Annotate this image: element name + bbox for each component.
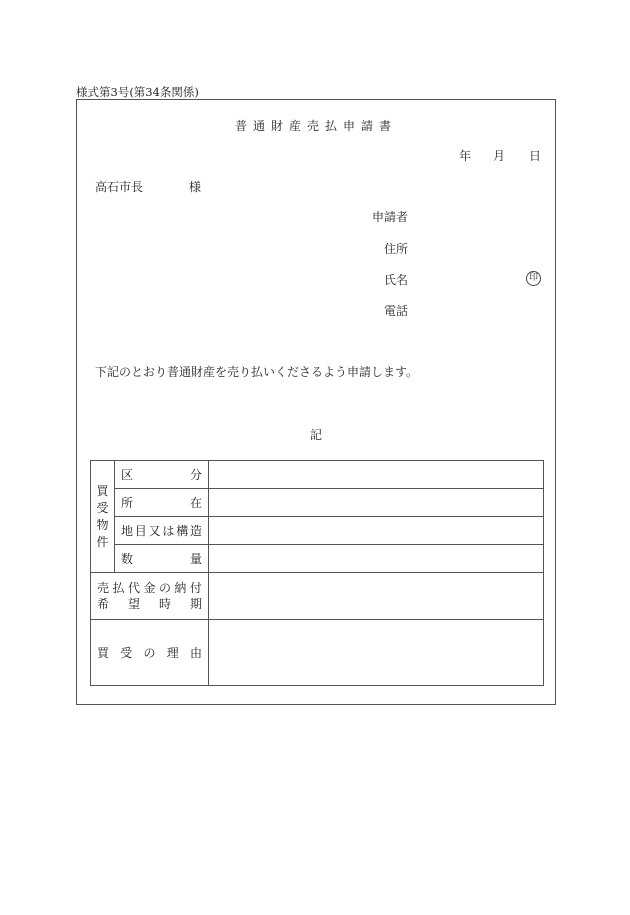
spread-label [121, 466, 202, 483]
label-char: 所 [121, 496, 134, 510]
row-label-purchase-reason [91, 620, 209, 686]
label-char: 理 [166, 646, 179, 660]
table-row [91, 620, 544, 686]
date-day-label: 日 [529, 149, 542, 163]
label-char: 受 [120, 646, 133, 660]
label-char: 売 [97, 581, 110, 595]
application-form [76, 99, 556, 705]
label-char: 希 [97, 597, 110, 611]
table-row [91, 461, 544, 489]
label-char: 付 [189, 581, 202, 595]
purchase-reason-value-field[interactable] [209, 620, 544, 686]
spread-label [121, 550, 202, 567]
spread-label [121, 522, 202, 539]
detail-table [90, 460, 544, 686]
label-char: 払 [112, 581, 125, 595]
name-label: 氏名 [383, 273, 408, 287]
label-char: 又 [148, 524, 161, 538]
label-char: 物 [96, 517, 109, 532]
spread-label [97, 580, 202, 596]
date-year-label: 年 [459, 149, 472, 163]
payment-timing-value-field[interactable] [209, 573, 544, 620]
vertical-label [91, 483, 114, 551]
label-char: の [158, 581, 171, 595]
label-char: 件 [96, 534, 109, 549]
ki-heading: 記 [309, 428, 322, 442]
label-char: の [143, 646, 156, 660]
row-label-payment-timing [91, 573, 209, 620]
phone-label: 電話 [383, 304, 408, 318]
label-char: 数 [121, 552, 134, 566]
label-char: 時 [158, 597, 171, 611]
label-char: 目 [134, 524, 147, 538]
table-row [91, 517, 544, 545]
form-number: 様式第3号(第34条関係) [76, 85, 199, 99]
row-label-category [115, 461, 209, 489]
location-value-field[interactable] [209, 489, 544, 517]
date-month-label: 月 [493, 149, 506, 163]
label-char: 造 [189, 524, 202, 538]
label-char: 構 [176, 524, 189, 538]
label-char: 期 [189, 597, 202, 611]
request-statement: 下記のとおり普通財産を売り払いくださるよう申請します。 [95, 365, 419, 379]
label-char: 受 [96, 500, 109, 515]
row-label-land-category [115, 517, 209, 545]
land-category-value-field[interactable] [209, 517, 544, 545]
spread-label [121, 494, 202, 511]
label-char: 在 [189, 496, 202, 510]
address-label: 住所 [383, 242, 408, 256]
category-value-field[interactable] [209, 461, 544, 489]
table-row [91, 545, 544, 573]
label-char: 由 [189, 646, 202, 660]
row-label-quantity [115, 545, 209, 573]
label-char: 代 [127, 581, 140, 595]
label-char: 区 [121, 468, 134, 482]
label-char: 金 [143, 581, 156, 595]
purchase-property-label [91, 461, 115, 573]
quantity-value-field[interactable] [209, 545, 544, 573]
addressee-suffix: 様 [189, 180, 202, 194]
table-row [91, 573, 544, 620]
label-char: 買 [97, 646, 110, 660]
label-char: 分 [189, 468, 202, 482]
table-row [91, 489, 544, 517]
label-char: は [162, 524, 175, 538]
form-title: 普通財産売払申請書 [234, 119, 397, 133]
spread-label [97, 644, 202, 661]
label-char: 望 [127, 597, 140, 611]
label-char: 納 [174, 581, 187, 595]
spread-label [97, 596, 202, 612]
label-char: 地 [121, 524, 134, 538]
label-char: 買 [96, 483, 109, 498]
seal-mark: 印 [526, 271, 541, 286]
addressee: 高石市長 [95, 180, 144, 194]
applicant-label: 申請者 [371, 210, 408, 224]
label-char: 量 [189, 552, 202, 566]
row-label-location [115, 489, 209, 517]
